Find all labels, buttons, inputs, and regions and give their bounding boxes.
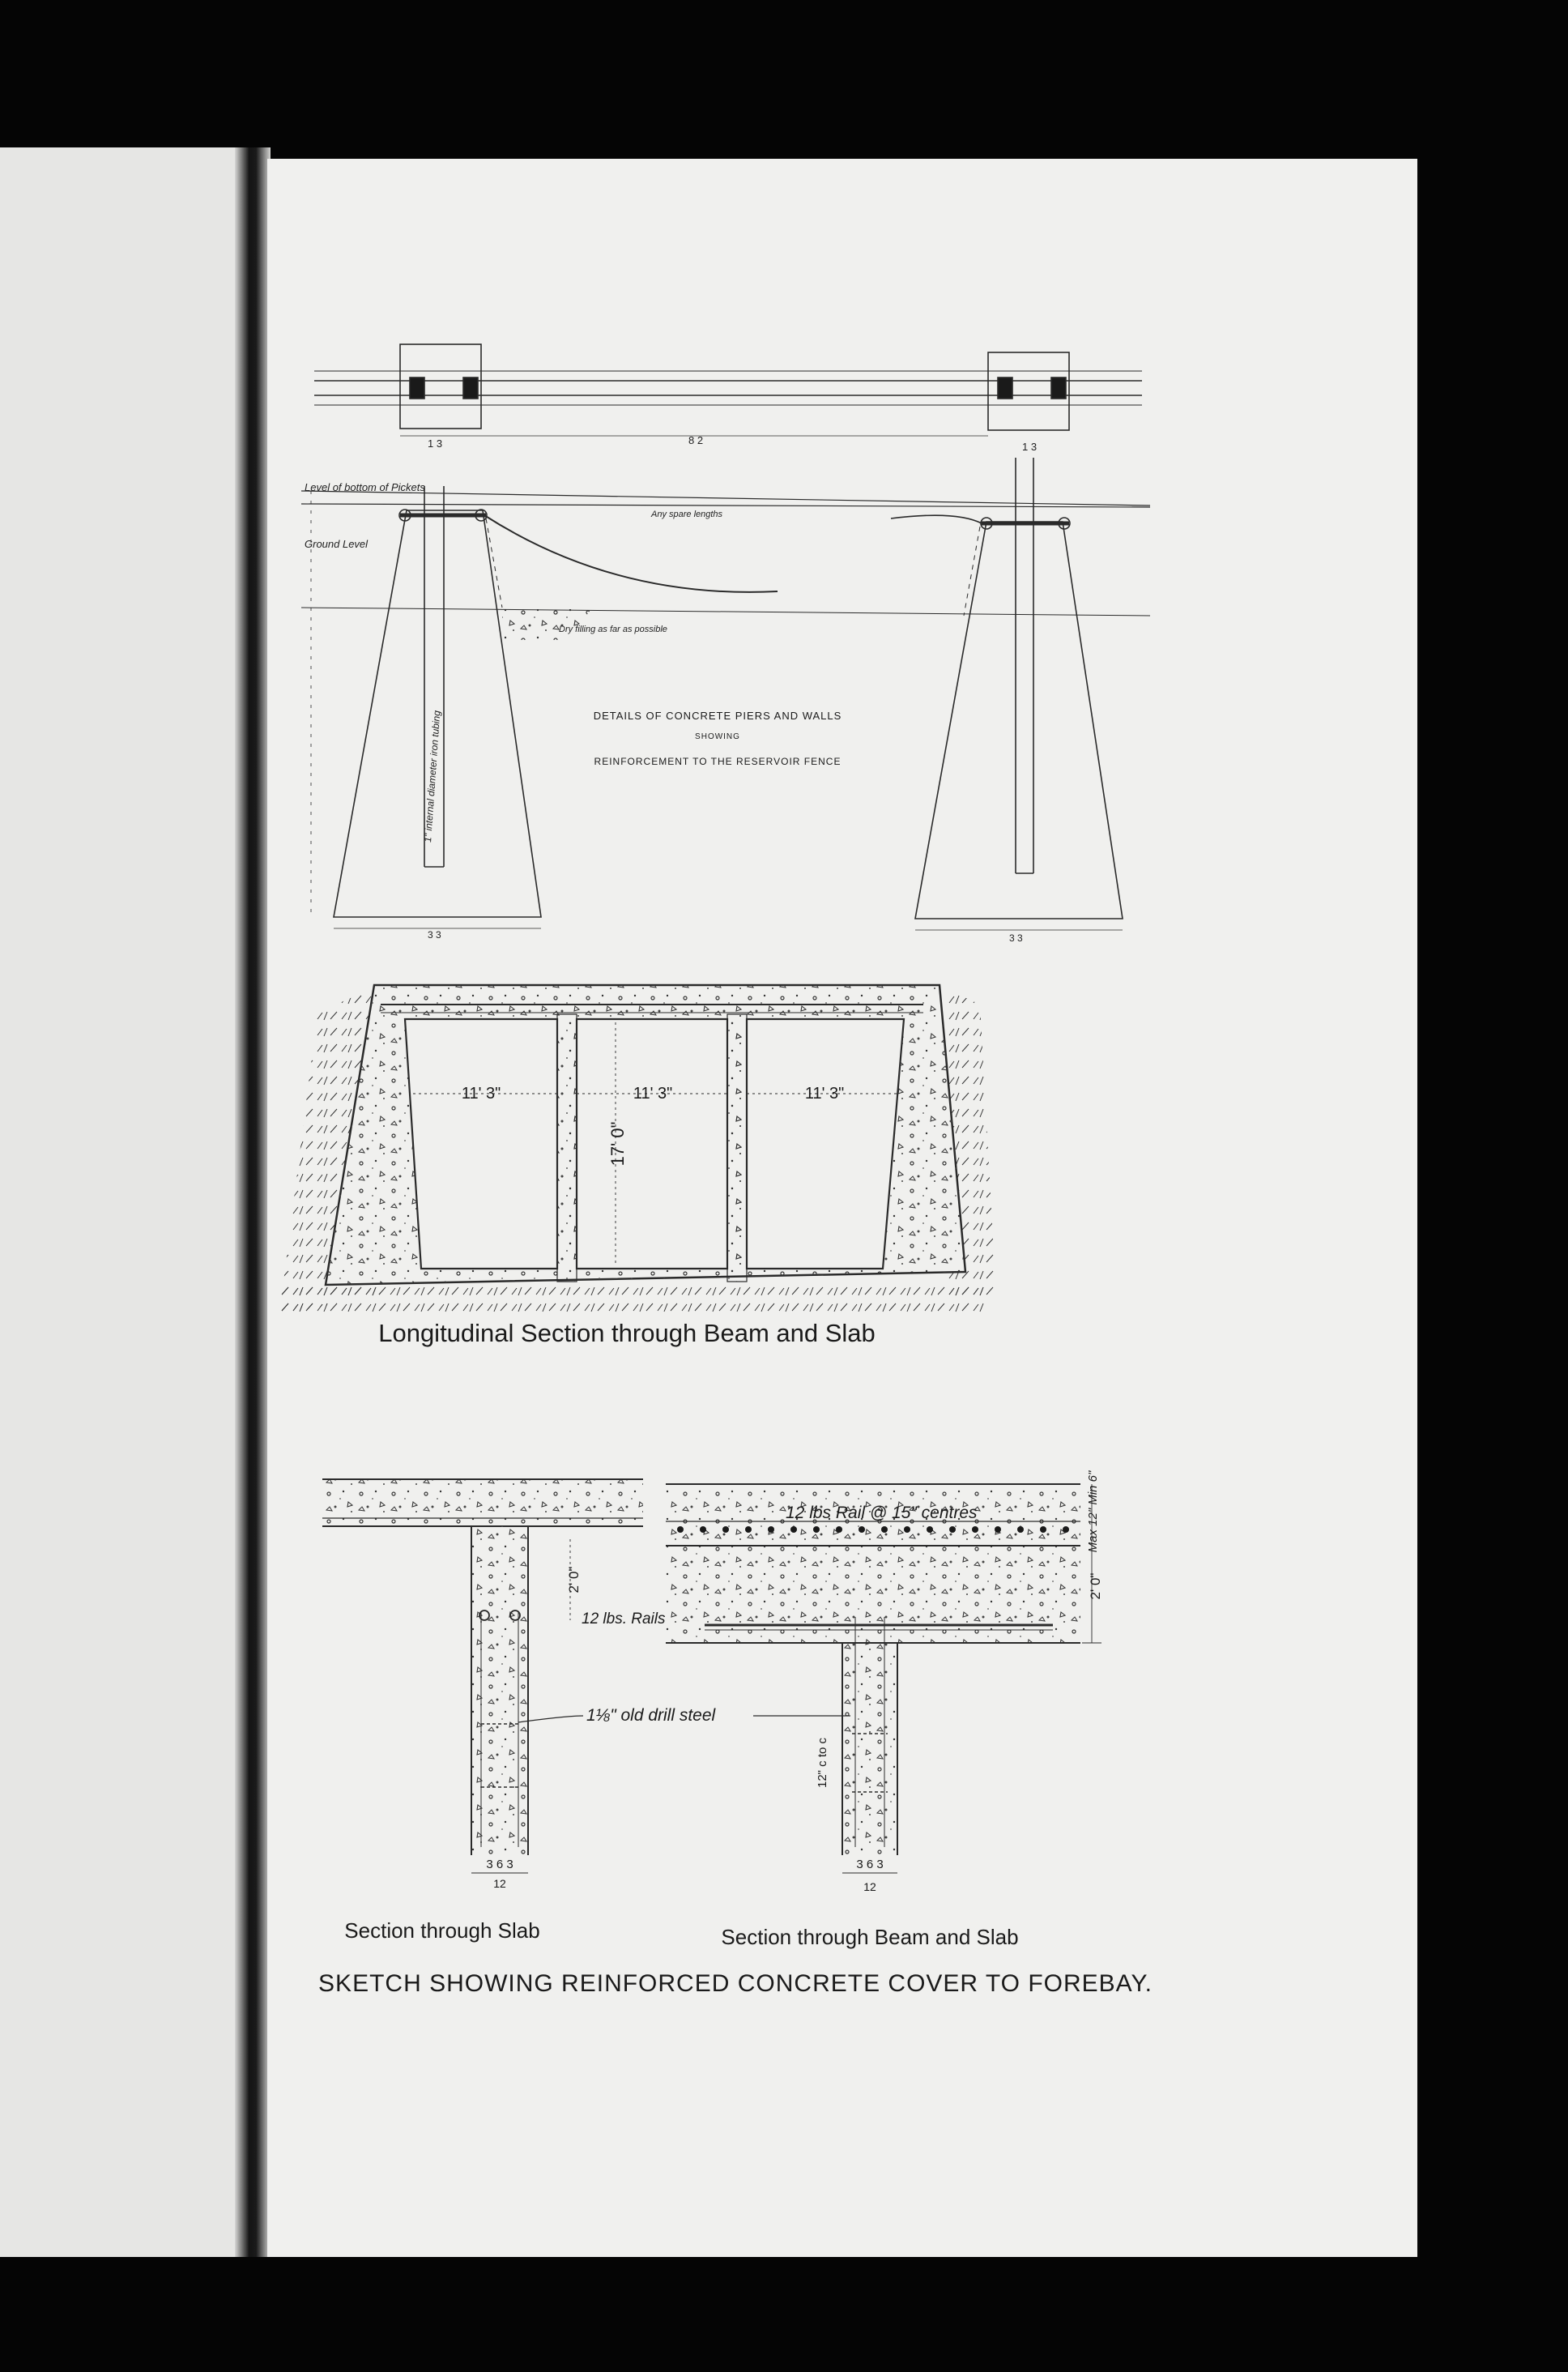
dim-top-mid: 8 2	[688, 434, 704, 446]
label-ground-level: Ground Level	[305, 538, 369, 550]
rails-label: 12 lbs. Rails	[582, 1610, 666, 1628]
dim-depth-right: 2' 0"	[1088, 1572, 1103, 1600]
dim-depth-left: 2' 0"	[566, 1566, 582, 1593]
dim-web-right-total: 12	[863, 1880, 876, 1893]
label-spare-lengths: Any spare lengths	[651, 510, 723, 519]
dim-web-left-total: 12	[493, 1877, 506, 1890]
dim-web-left: 3 6 3	[486, 1858, 513, 1871]
rail-spacing-note: 12 lbs Rail @ 15" centres	[786, 1504, 978, 1522]
dim-bay-1: 11' 3"	[461, 1085, 501, 1103]
drill-steel-label: 1⅛" old drill steel	[586, 1706, 716, 1725]
caption-section-slab: Section through Slab	[344, 1918, 540, 1943]
dim-bay-2: 11' 3"	[633, 1085, 673, 1103]
slab-section-drawing	[322, 1479, 643, 1873]
longitudinal-section-drawing	[279, 985, 996, 1314]
dim-web-right: 3 6 3	[856, 1858, 884, 1871]
dim-base-right: 3 3	[1009, 932, 1023, 944]
dim-base-left: 3 3	[428, 929, 441, 941]
dim-max-min: Max 12" Min 6"	[1086, 1470, 1100, 1553]
fence-title-line2: SHOWING	[695, 732, 740, 741]
dim-height: 17' 0"	[607, 1121, 628, 1167]
main-sheet-title: SKETCH SHOWING REINFORCED CONCRETE COVER TO FOREBAY.	[318, 1970, 1153, 1997]
dim-top-left: 1 3	[428, 437, 443, 450]
beam-slab-section-drawing	[666, 1484, 1101, 1873]
label-dry-filling: Dry filling as far as possible	[559, 625, 667, 634]
dim-top-right: 1 3	[1022, 441, 1038, 453]
label-iron-tubing: 1" internal diameter iron tubing	[422, 710, 443, 843]
caption-section-beam-slab: Section through Beam and Slab	[721, 1925, 1019, 1949]
dim-stirrup-spacing: 12" c to c	[816, 1737, 829, 1789]
fence-title-line1: DETAILS OF CONCRETE PIERS AND WALLS	[593, 710, 842, 722]
fence-title-line3: REINFORCEMENT TO THE RESERVOIR FENCE	[594, 756, 842, 767]
label-bottom-pickets: Level of bottom of Pickets	[305, 481, 425, 493]
dim-bay-3: 11' 3"	[804, 1085, 845, 1103]
longitudinal-caption: Longitudinal Section through Beam and Slab	[378, 1319, 876, 1347]
